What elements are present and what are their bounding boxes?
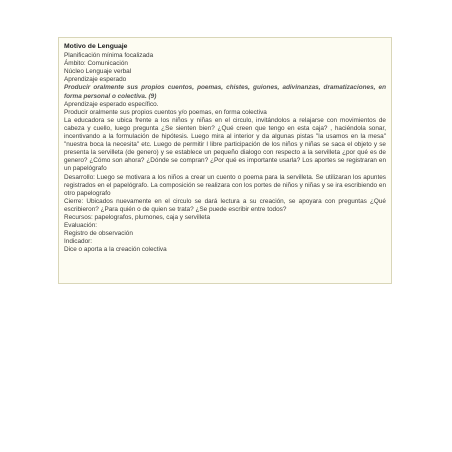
document-box bbox=[58, 37, 392, 284]
doc-paragraph-desarrollo: Desarrollo: Luego se motivara a los niños a crear un cuento o poema para la servilleta. Se utilizaran los apuntes registrados en el papelógrafo. La composición se realizara con los portes de niños y niñas y se ira escribiendo en otro papelografo bbox=[64, 173, 386, 197]
document-title: Motivo de Lenguaje bbox=[64, 43, 128, 50]
doc-line-evaluacion: Evaluación: bbox=[64, 222, 98, 230]
doc-line-recursos: Recursos: papelografos, plumones, caja y servilleta bbox=[64, 213, 210, 221]
doc-line-producir: Producir oralmente sus propios cuentos y/o poemas, en forma colectiva bbox=[64, 108, 267, 116]
doc-line-indicador: Indicador: bbox=[64, 238, 93, 246]
doc-line-aprendizaje-especifico: Aprendizaje esperado específico. bbox=[64, 100, 159, 108]
doc-line-nucleo: Núcleo Lenguaje verbal bbox=[64, 68, 132, 76]
doc-line-registro: Registro de observación bbox=[64, 230, 133, 238]
doc-paragraph-inicio: La educadora se ubica frente a los niños y niñas en el circulo, invitándolos a relajarse con movimientos de cabeza y cuello, luego pregunta ¿Se sienten bien? ¿Qué creen que tengo en esta caja? , haciéndola sonar, incentivando a la formulación de hipótesis. Luego mira al interior y da algunas pistas "la usamos en la mesa" "nuestra boca la necesita" etc. Luego de permitir l libre participación de los niños y niñas se saca el objeto y se presenta la servilleta (de genero) y se establece un pequeño dialogo con respecto a la servilleta ¿por qué es de genero? ¿Cómo son ahora? ¿Dónde se compran? ¿Por qué es importante usarla? Los aportes se registraran en un papelógrafo bbox=[64, 116, 386, 173]
doc-line-aprendizaje-detalle: Producir oralmente sus propios cuentos, poemas, chistes, guiones, adivinanzas, dramatizaciones, en forma personal o colectiva. (9) bbox=[64, 84, 386, 100]
doc-line-aprendizaje: Aprendizaje esperado bbox=[64, 76, 127, 84]
doc-line-ambito: Ámbito: Comunicación bbox=[64, 60, 128, 68]
doc-paragraph-cierre: Cierre: Ubicados nuevamente en el circulo se dará lectura a su creación, se apoyara con preguntas ¿Qué escribieron? ¿Para quién o de quien se trata? ¿Se puede escribir entre todos? bbox=[64, 197, 386, 213]
doc-line-planificacion: Planificación mínima focalizada bbox=[64, 52, 154, 60]
doc-line-dice: Dice o aporta a la creación colectiva bbox=[64, 246, 167, 254]
